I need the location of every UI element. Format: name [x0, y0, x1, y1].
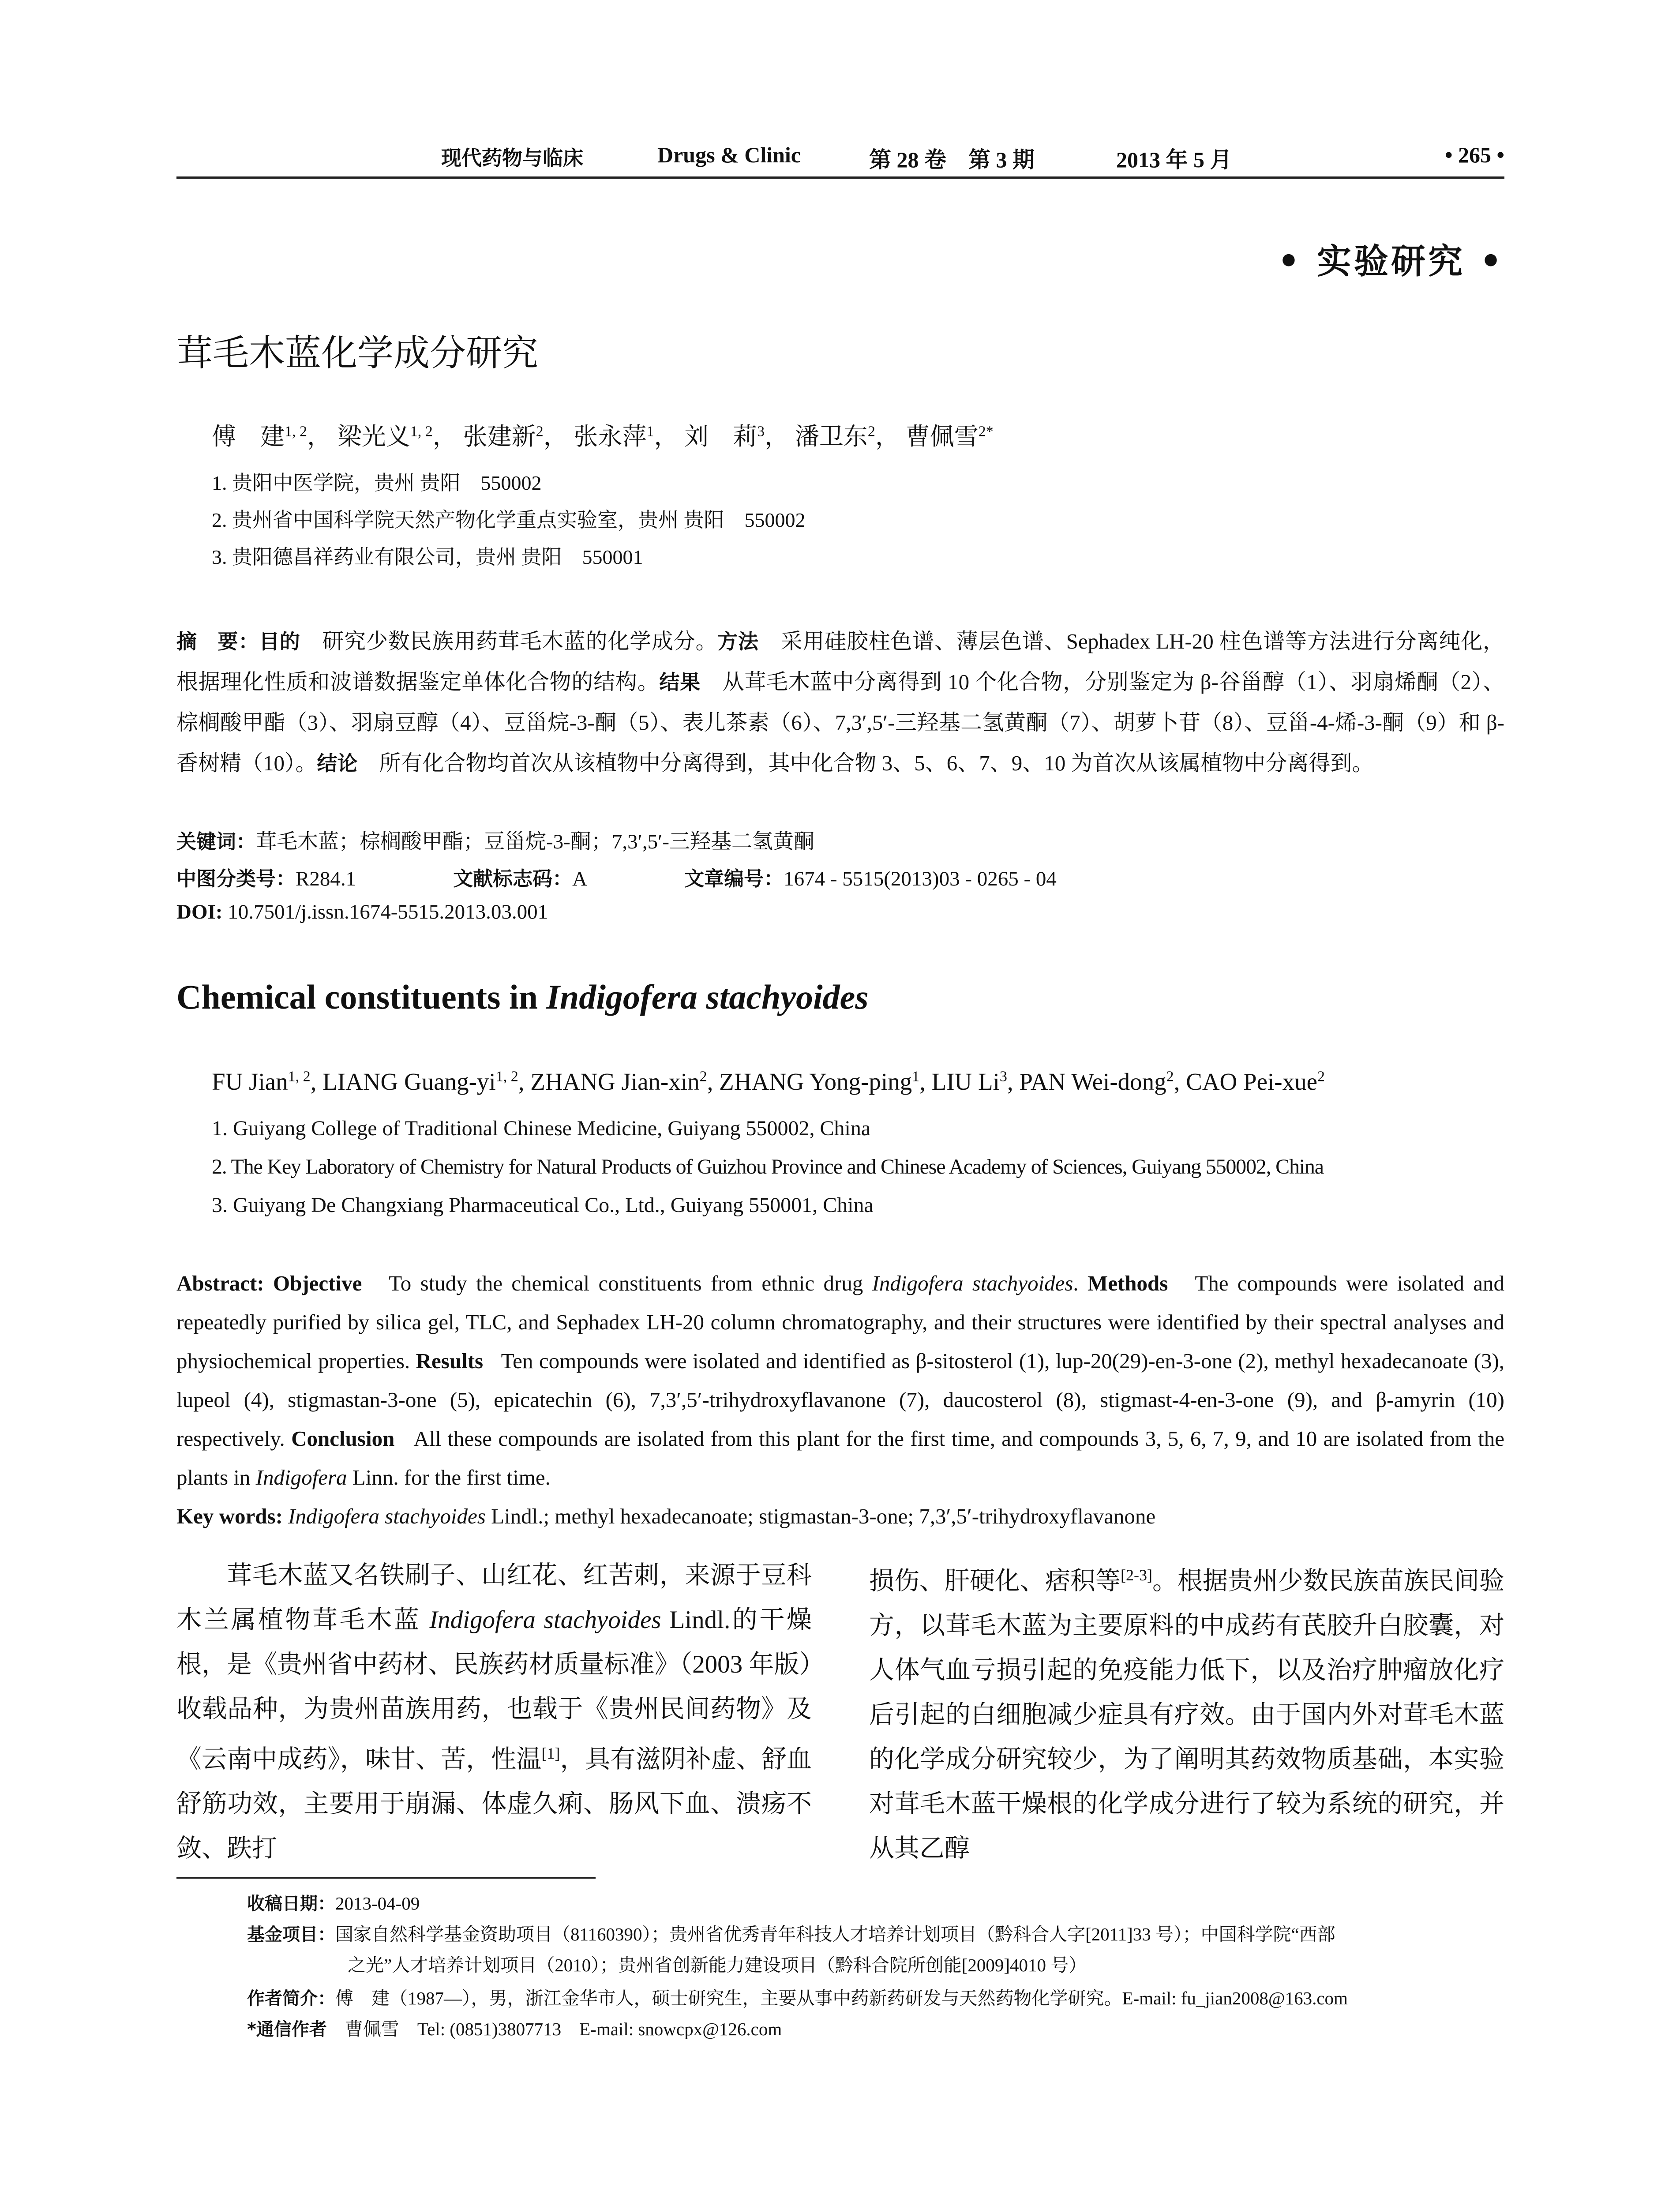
author-affil: 1: [912, 1068, 920, 1085]
authors-cn: 傅 建$^{1, 2}$， 梁光义$^{1, 2}$， 张建新$^2$， 张永萍$^1$， 刘 莉$^3$， 潘卫东$^2$， 曹佩雪$^{2*}$: [212, 423, 994, 450]
journal-name-cn: 现代药物与临床: [441, 146, 583, 170]
author-name: 曹佩雪: [905, 423, 979, 450]
clc-label: 中图分类号：: [176, 867, 296, 890]
article-id-value: 1674 - 5515(2013)03 - 0265 - 04: [784, 867, 1057, 890]
author-name: ZHANG Jian-xin: [530, 1068, 700, 1095]
article-page: [176, 0, 1504, 2206]
title-en-prefix: Chemical constituents in: [176, 978, 547, 1016]
title-cn: 茸毛木蓝化学成分研究: [176, 332, 539, 374]
citation-ref[interactable]: [1]: [541, 1745, 560, 1762]
objective-en-end: .: [1073, 1271, 1079, 1295]
footnote-corresponding: [247, 2014, 782, 2045]
footnote-fund-cont: 之光”人才培养计划项目（2010）；贵州省创新能力建设项目（黔科合院所创能[2009]4010 号）: [348, 1955, 1087, 1975]
affiliation-en: 1. Guiyang College of Traditional Chinese Medicine, Guiyang 550002, China: [212, 1117, 871, 1140]
abstract-cn: [176, 621, 1504, 784]
fund-text: 国家自然科学基金资助项目（81160390）；贵州省优秀青年科技人才培养计划项目（黔科合人字[2011]33 号）；中国科学院“西部: [335, 1924, 1335, 1944]
doi-label: DOI:: [176, 900, 223, 923]
body-text: ，具有滋阴补虚、舒血舒筋功效，主要用于崩漏、体虚久痢、肠风下血、溃疡不敛、跌打: [176, 1745, 812, 1862]
objective-text: 研究少数民族用药茸毛木蓝的化学成分。: [322, 629, 718, 653]
footnote-received: [247, 1888, 420, 1919]
keywords-text: 茸毛木蓝；棕榈酸甲酯；豆甾烷-3-酮；7,3′,5′-三羟基二氢黄酮: [256, 830, 815, 853]
section-tag: • 实验研究 •: [1277, 242, 1504, 281]
page-number: • 265 •: [1444, 143, 1504, 167]
body-text: 。根据贵州少数民族苗族民间验方，以茸毛木蓝为主要原料的中成药有芪胶升白胶囊，对人体气血亏损引起的免疫能力低下，以及治疗肿瘤放化疗后引起的白细胞减少症具有疗效。由于国内外对茸毛木蓝的化学成分研究较少，为了阐明其药效物质基础，本实验对茸毛木蓝干燥根的化学成分进行了较为系统的研究，并从其乙醇: [869, 1567, 1505, 1862]
methods-en-label: Methods: [1087, 1271, 1168, 1295]
affiliation-en: 3. Guiyang De Changxiang Pharmaceutical Co., Ltd., Guiyang 550001, China: [212, 1193, 874, 1217]
author-bio-text: 傅 建（1987—），男，浙江金华市人，硕士研究生，主要从事中药新药研发与天然药物化学研究。E-mail: fu_jian2008@163.com: [335, 1988, 1348, 2008]
objective-label: 目的: [259, 630, 300, 653]
keywords-en-species: Indigofera stachyoides: [288, 1504, 486, 1528]
doc-code-value: A: [572, 867, 588, 890]
author-name: LIU Li: [931, 1068, 1000, 1095]
received-date: 2013-04-09: [335, 1893, 420, 1913]
objective-en-species: Indigofera stachyoides: [872, 1271, 1073, 1295]
author-name: 张永萍: [574, 423, 647, 450]
running-header: [176, 140, 1504, 179]
author-name: LIANG Guang-yi: [322, 1068, 496, 1095]
citation-ref[interactable]: [2-3]: [1121, 1566, 1152, 1584]
conclusion-label: 结论: [317, 751, 358, 775]
keywords-label: 关键词：: [176, 830, 256, 853]
conclusion-text: 所有化合物均首次从该植物中分离得到，其中化合物 3、5、6、7、9、10 为首次从该属植物中分离得到。: [379, 751, 1374, 775]
methods-label: 方法: [717, 630, 759, 653]
keywords-en-text: Lindl.; methyl hexadecanoate; stigmastan-3-one; 7,3′,5′-trihydroxyflavanone: [485, 1504, 1156, 1528]
author-affil: 1, 2: [288, 1068, 311, 1085]
clc-value: R284.1: [296, 867, 356, 890]
footnote-fund: [247, 1919, 1335, 1950]
author-name: FU Jian: [212, 1068, 288, 1095]
title-en-species: Indigofera stachyoides: [546, 978, 869, 1016]
author-name: CAO Pei-xue: [1186, 1068, 1318, 1095]
conclusion-en-genus: Indigofera: [255, 1465, 347, 1489]
results-label: 结果: [659, 670, 701, 694]
author-name: ZHANG Yong-ping: [719, 1068, 912, 1095]
objective-en-text: To study the chemical constituents from ethnic drug: [389, 1271, 872, 1295]
author-affil: 2: [1317, 1068, 1325, 1085]
author-affil: 1, 2: [495, 1068, 518, 1085]
author-affil: 1, 2: [410, 423, 433, 440]
keywords-cn: [176, 825, 814, 855]
author-bio-label: 作者简介：: [247, 1988, 335, 2009]
author-affil: 2*: [978, 423, 994, 440]
affiliation-cn: 1. 贵阳中医学院，贵州 贵阳 550002: [212, 472, 542, 494]
body-paragraph: [869, 1553, 1504, 1871]
title-en: [176, 977, 869, 1017]
author-name: 张建新: [463, 423, 536, 450]
results-en-text: Ten compounds were isolated and identified as β-sitosterol (1), lup-20(29)-en-3-one (2), methyl hexadecanoate (3), lupeol (4), stigmastan-3-one (5), epicatechin (6), 7,3′,5′-trihydroxyflavanone (7), daucosterol (8), stigmast-4-en-3-one (9), and β-amyrin (10) respectively.: [176, 1349, 1505, 1451]
author-affil: 1: [646, 423, 654, 440]
corresponding-label: *通信作者: [247, 2019, 327, 2040]
fund-label: 基金项目：: [247, 1925, 335, 1945]
body-column-right: [869, 1553, 1504, 1871]
author-name: 潘卫东: [795, 423, 868, 450]
author-affil: 2: [1166, 1068, 1174, 1085]
received-label: 收稿日期：: [247, 1894, 335, 1914]
conclusion-en-label: Conclusion: [291, 1426, 395, 1451]
footnote-author: [247, 1983, 1348, 2014]
author-affil: 2: [867, 423, 875, 440]
body-text: Lindl.的干燥根，是《贵州省中药材、民族药材质量标准》（2003 年版）收载品种，为贵州苗族用药，也载于《贵州民间药物》及《云南中成药》，味甘、苦，性温: [176, 1606, 812, 1773]
journal-date: 2013 年 5 月: [1116, 147, 1232, 172]
journal-name-en: Drugs & Clinic: [657, 143, 801, 167]
footnote-divider: [176, 1877, 596, 1879]
author-name: 梁光义: [337, 423, 410, 450]
doi-link[interactable]: 10.7501/j.issn.1674-5515.2013.03.001: [228, 900, 548, 923]
author-affil: 1, 2: [285, 423, 308, 440]
affiliation-en: 2. The Key Laboratory of Chemistry for Natural Products of Guizhou Province and Chinese Academy of Sciences, Guiyang 550002, China: [212, 1155, 1324, 1178]
article-id-label: 文章编号：: [684, 867, 784, 890]
keywords-en-label: Key words:: [176, 1504, 283, 1528]
journal-issue: 第 28 卷 第 3 期: [869, 147, 1035, 172]
affiliation-cn: 2. 贵州省中国科学院天然产物化学重点实验室，贵州 贵阳 550002: [212, 509, 806, 531]
body-text: 茸毛木蓝又名铁刷子、山红花、红苦刺，来源于豆科木兰属植物茸毛木蓝: [176, 1561, 812, 1634]
classification-line: [176, 863, 1057, 891]
author-affil: 3: [999, 1068, 1007, 1085]
doi-line: [176, 900, 548, 924]
methods-en-text: The compounds were isolated and repeatedly purified by silica gel, TLC, and Sephadex LH-20 column chromatography, and their structures were identified by their spectral analyses and physiochemical properties.: [176, 1271, 1505, 1373]
author-name: 傅 建: [212, 423, 285, 450]
author-name: 刘 莉: [684, 423, 758, 450]
conclusion-en-text: All these compounds are isolated from this plant for the first time, and compounds 3, 5, 6, 7, 9, and 10 are isolated from the plants in: [176, 1426, 1505, 1489]
body-text: 损伤、肝硬化、痞积等: [869, 1567, 1121, 1595]
conclusion-en-end: Linn. for the first time.: [347, 1465, 551, 1489]
body-species: Indigofera stachyoides: [429, 1606, 661, 1634]
results-en-label: Results: [416, 1349, 484, 1373]
abstract-label: 摘 要：: [176, 630, 259, 653]
abstract-en: [176, 1264, 1504, 1536]
author-affil: 3: [757, 423, 765, 440]
corresponding-text: 曹佩雪 Tel: (0851)3807713 E-mail: snowcpx@126.com: [345, 2019, 782, 2039]
author-affil: 2: [699, 1068, 707, 1085]
results-text: 从茸毛木蓝中分离得到 10 个化合物，分别鉴定为 β-谷甾醇（1）、羽扇烯酮（2）、棕榈酸甲酯（3）、羽扇豆醇（4）、豆甾烷-3-酮（5）、表儿茶素（6）、7,3′,5′-三羟基二氢黄酮（7）、胡萝卜苷（8）、豆甾-4-烯-3-酮（9）和 β-香树精（10）。: [176, 670, 1504, 775]
methods-text: 采用硅胶柱色谱、薄层色谱、Sephadex LH-20 柱色谱等方法进行分离纯化，根据理化性质和波谱数据鉴定单体化合物的结构。: [176, 629, 1504, 694]
body-paragraph: [176, 1553, 812, 1871]
author-name: PAN Wei-dong: [1019, 1068, 1166, 1095]
author-affil: 2: [536, 423, 544, 440]
authors-en: FU Jian$^{1, 2}$, LIANG Guang-yi$^{1, 2}$, ZHANG Jian-xin$^2$, ZHANG Yong-ping$^1$, LIU Li$^3$, PAN Wei-dong$^2$, CAO Pei-xue$^2$: [212, 1068, 1325, 1095]
doc-code-label: 文献标志码：: [453, 867, 573, 890]
body-column-left: [176, 1553, 812, 1871]
affiliation-cn: 3. 贵阳德昌祥药业有限公司，贵州 贵阳 550001: [212, 546, 643, 568]
abstract-en-label: Abstract: Objective: [176, 1271, 362, 1295]
